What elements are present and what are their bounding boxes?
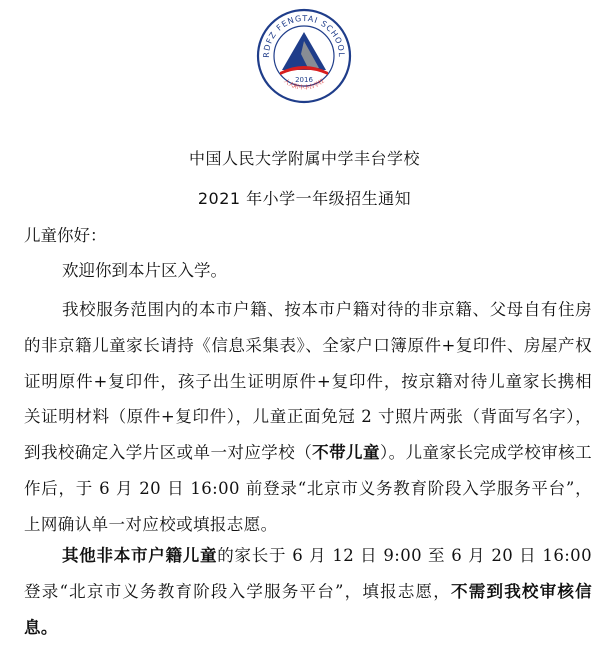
paragraph-2-part-a: 的家长于 6 月 12 日 9:00 至 6 月 20 日 16:00 登录“北京市义务教育阶段入学服务平台”，填报志愿， xyxy=(24,546,592,601)
paragraph-1-part-a: 我校服务范围内的本市户籍、按本市户籍对待的非京籍、父母自有住房的非京籍儿童家长请持《信息采集表》、全家户口簿原件+复印件、房屋产权证明原件+复印件，孩子出生证明原件+复印件，按京籍对待儿童家长携相关证明材料（原件+复印件），儿童正面免冠 2 寸照片两张（背面写名字），到我校确定入学片区或单一对应学校（ xyxy=(24,300,592,463)
paragraph-1 xyxy=(24,292,592,543)
school-title: 中国人民大学附属中学丰台学校 xyxy=(188,149,420,168)
school-logo xyxy=(256,8,352,104)
notice-title: 2021 年小学一年级招生通知 xyxy=(197,189,412,208)
no-review-note: 不需到我校审核信息。 xyxy=(24,582,592,637)
school-emblem-icon xyxy=(256,8,352,104)
logo-arc-text: RDFZ FENGTAI SCHOOL xyxy=(261,13,347,58)
logo-chinese-name: 人大附中丰台学校 xyxy=(282,78,326,92)
paragraph-2 xyxy=(24,538,592,646)
paragraph-1-part-b: ）。儿童家长完成学校审核工作后，于 6 月 20 日 16:00 前登录“北京市义务教育阶段入学服务平台”，上网确认单一对应校或填报志愿。 xyxy=(24,443,592,534)
other-children-label: 其他非本市户籍儿童 xyxy=(62,546,218,565)
logo-year: 2016 xyxy=(295,76,313,84)
welcome-line: 欢迎你到本片区入学。 xyxy=(62,261,227,280)
no-child-note: 不带儿童 xyxy=(312,443,380,463)
greeting: 儿童你好： xyxy=(24,226,107,245)
